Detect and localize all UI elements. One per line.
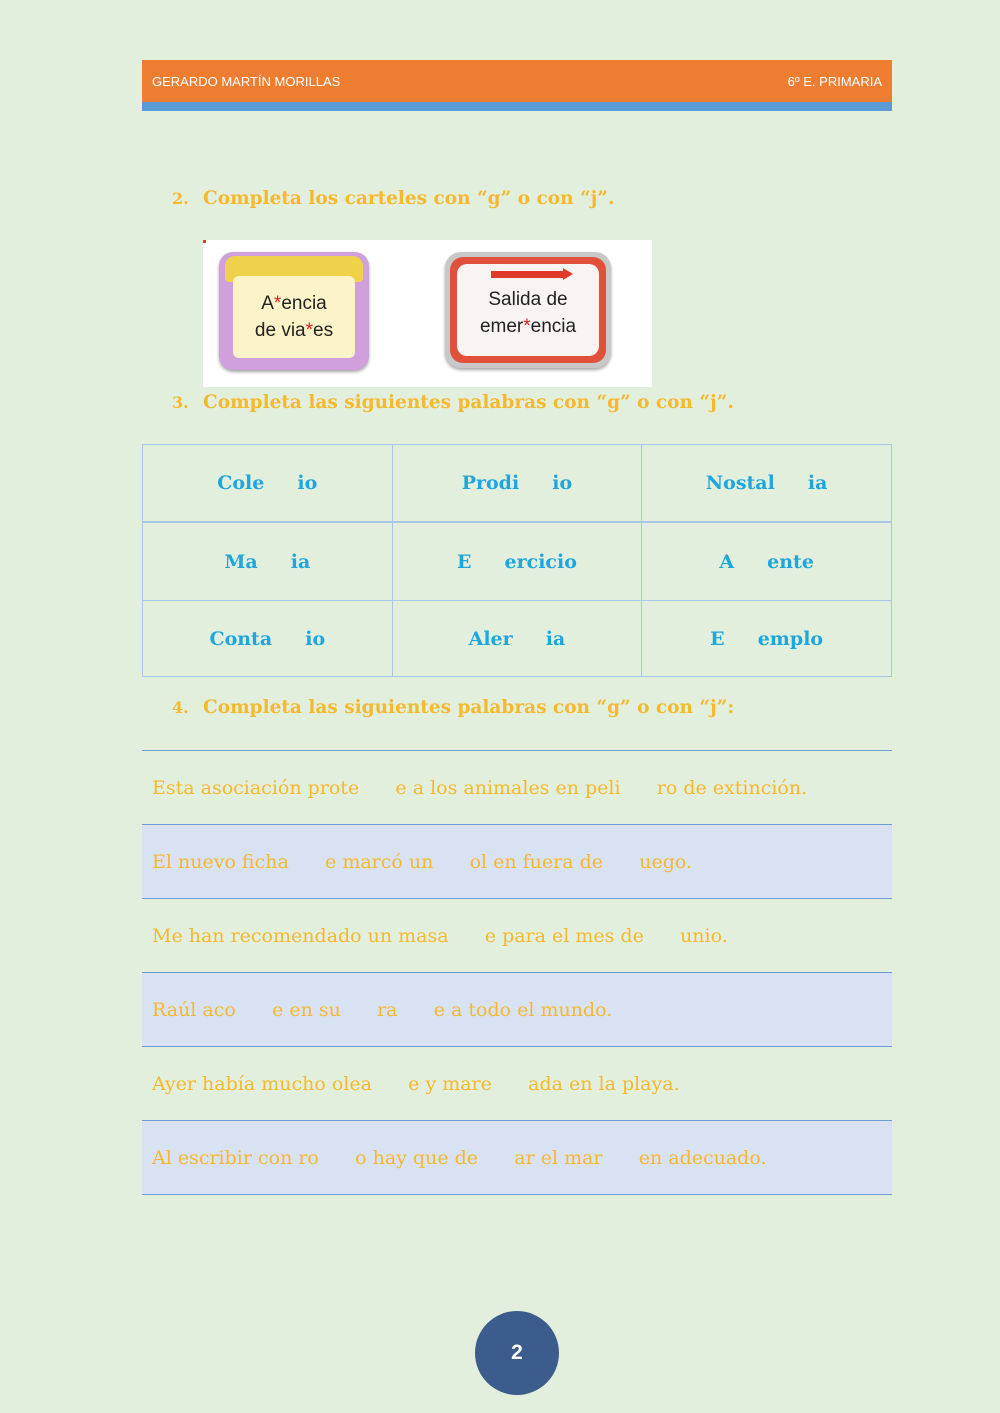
exercise-3-number: 3. <box>172 393 189 412</box>
exercise-2-title <box>172 188 614 209</box>
header-author: GERARDO MARTÍN MORILLAS <box>152 73 341 89</box>
page-header <box>142 60 892 102</box>
star-icon: * <box>523 316 531 337</box>
arrow-head-icon <box>563 268 573 280</box>
table-row <box>143 601 892 677</box>
sentence-list <box>142 750 892 1195</box>
exercise-4-title <box>172 697 734 718</box>
word-cell: Nostal ia <box>642 445 892 523</box>
emergency-exit-sign <box>445 252 611 368</box>
sentence-row: Ayer había mucho olea e y mare ada en la playa. <box>142 1047 892 1121</box>
word-cell: E ercicio <box>392 522 642 601</box>
word-cell: Prodi io <box>392 445 642 523</box>
sign-line-2: de via*es <box>254 320 334 341</box>
word-cell: Cole io <box>143 445 393 523</box>
header-stripe <box>142 102 892 111</box>
exercise-4-number: 4. <box>172 698 189 717</box>
travel-agency-sign <box>219 252 369 370</box>
exercise-2-text: Completa los carteles con “g” o con “j”. <box>203 188 615 209</box>
red-dot-mark <box>203 240 206 243</box>
word-cell: E emplo <box>642 601 892 677</box>
word-cell: Ma ia <box>143 522 393 601</box>
exercise-3-text: Completa las siguientes palabras con “g” o con “j”. <box>203 392 734 413</box>
sign-line-1: Salida de <box>488 289 568 310</box>
header-grade: 6º E. PRIMARIA <box>787 73 882 89</box>
sentence-row: Esta asociación prote e a los animales en peli ro de extinción. <box>142 751 892 825</box>
star-icon: * <box>273 293 282 314</box>
sentence-row: Al escribir con ro o hay que de ar el mar en adecuado. <box>142 1121 892 1195</box>
signs-image <box>203 240 652 387</box>
exercise-2-number: 2. <box>172 189 189 208</box>
page-number: 2 <box>475 1311 559 1395</box>
sentence-row: Me han recomendado un masa e para el mes de unio. <box>142 899 892 973</box>
word-table <box>142 444 892 677</box>
table-row <box>143 522 892 601</box>
travel-agency-sign-text <box>233 276 355 358</box>
exercise-4-text: Completa las siguientes palabras con “g” o con “j”: <box>203 697 735 718</box>
exercise-3-title <box>172 392 734 413</box>
sentence-row: El nuevo ficha e marcó un ol en fuera de uego. <box>142 825 892 899</box>
word-cell: Aler ia <box>392 601 642 677</box>
word-cell: Conta io <box>143 601 393 677</box>
sign-line-1: A*encia <box>261 293 327 314</box>
sentence-row: Raúl aco e en su ra e a todo el mundo. <box>142 973 892 1047</box>
arrow-icon <box>491 271 565 278</box>
star-icon: * <box>305 320 314 341</box>
sign-line-2: emer*encia <box>479 316 577 337</box>
word-cell: A ente <box>642 522 892 601</box>
table-row <box>143 445 892 523</box>
